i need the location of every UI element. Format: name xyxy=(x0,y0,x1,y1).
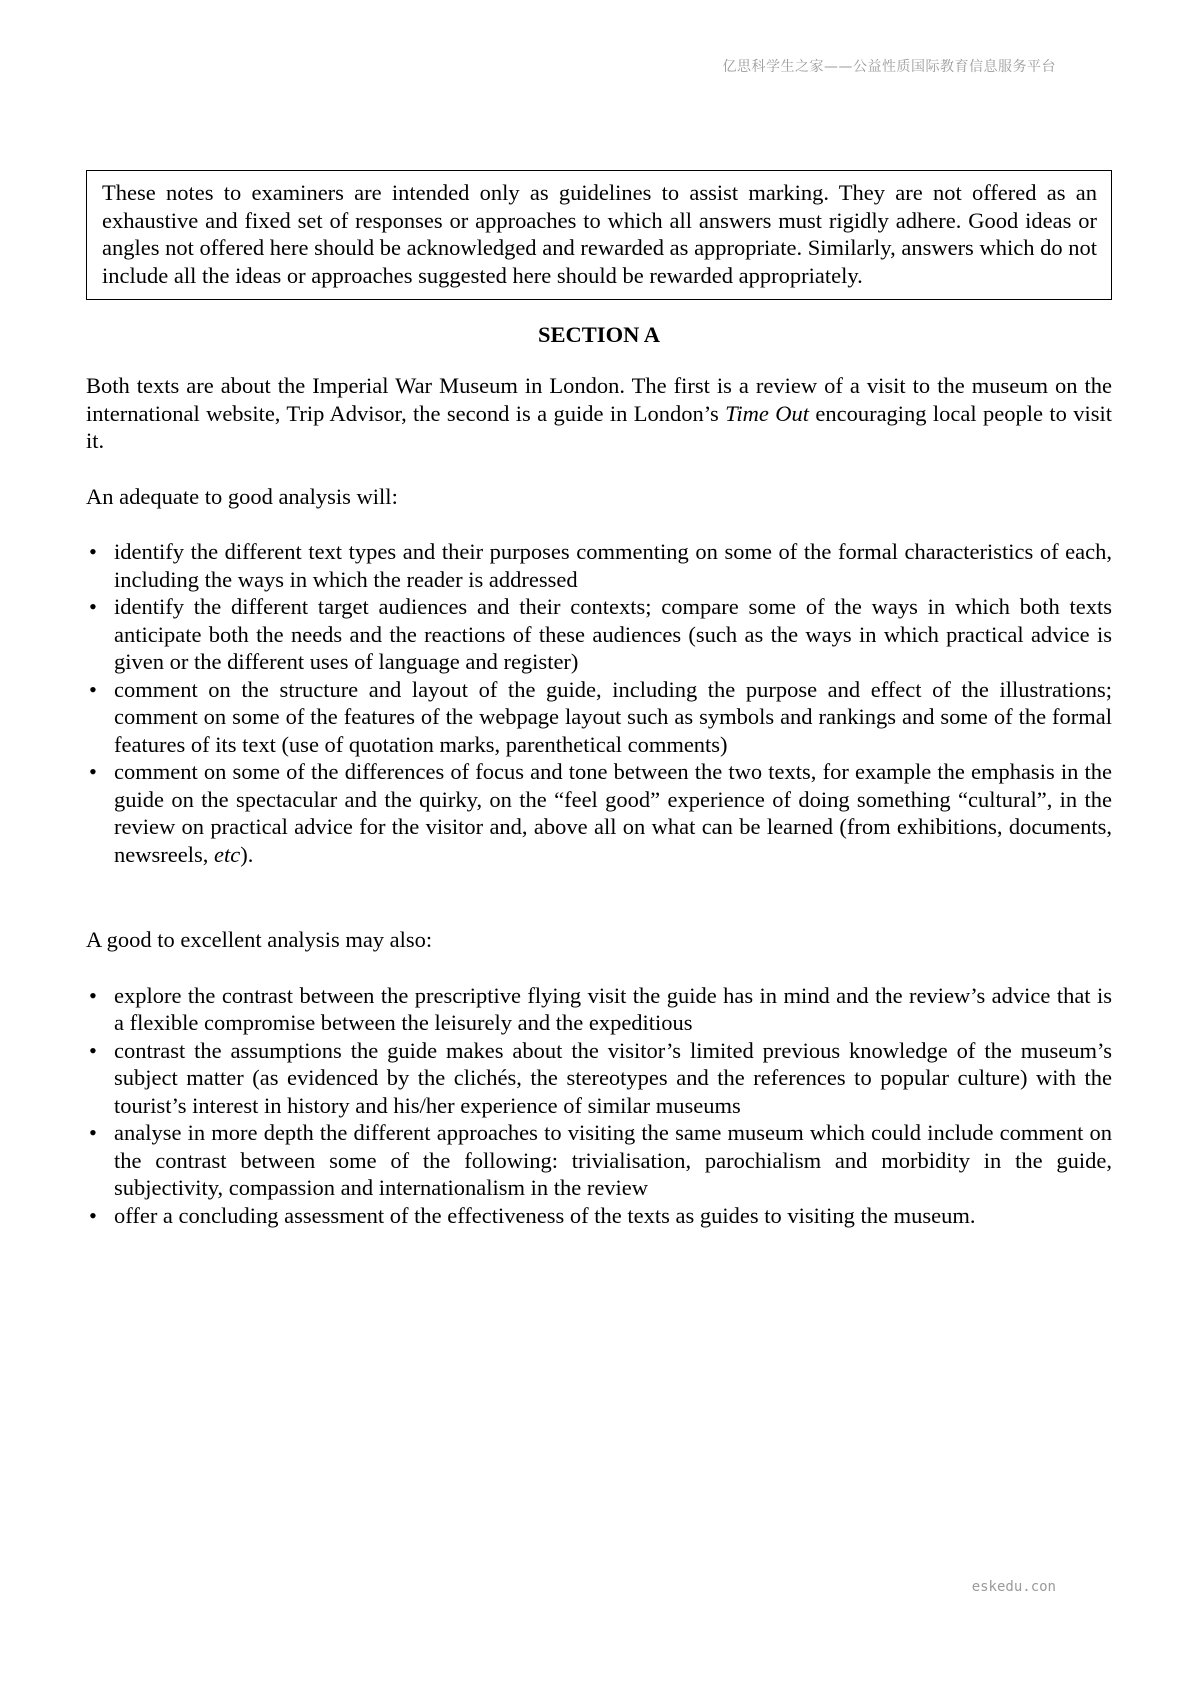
list-item xyxy=(86,758,1112,868)
list-item-text-end: ). xyxy=(240,841,254,867)
list-item xyxy=(86,676,1112,759)
list-item xyxy=(86,593,1112,676)
examiner-notice-box xyxy=(86,170,1112,300)
list-item-text: offer a concluding assessment of the effectiveness of the texts as guides to visiting the museum. xyxy=(114,1202,976,1228)
excellent-analysis-lead: A good to excellent analysis may also: xyxy=(86,927,433,952)
list-item-text: contrast the assumptions the guide makes about the visitor’s limited previous knowledge of the museum’s subject matter (as evidenced by the clichés, the stereotypes and the references to popular culture) with the tourist’s interest in history and his/her experience of similar museums xyxy=(114,1037,1112,1118)
list-item xyxy=(86,538,1112,593)
intro-text-end: encouraging local people to visit it. xyxy=(86,400,1112,453)
intro-publication-title: Time Out xyxy=(725,400,809,426)
intro-paragraph xyxy=(86,372,1112,455)
bullet-icon: • xyxy=(89,1037,97,1063)
bullet-icon: • xyxy=(89,594,97,619)
list-item-text: comment on the structure and layout of the guide, including the purpose and effect of the illustrations; comment on some of the features of the webpage layout such as symbols and rankings and some of the formal features of its text (use of quotation marks, parenthetical comments) xyxy=(114,676,1112,757)
adequate-analysis-lead: An adequate to good analysis will: xyxy=(86,483,398,509)
bullet-icon: • xyxy=(89,1120,97,1145)
list-item-text-start: comment on some of the differences of focus and tone between the two texts, for example the emphasis in the guide on the spectacular and the quirky, on the “feel good” experience of doing something “cultural”, in the review on practical advice for the visitor and, above all on what can be learned (from exhibitions, documents, newsreels, xyxy=(114,759,1112,867)
bullet-icon: • xyxy=(89,676,97,702)
section-title: SECTION A xyxy=(538,322,660,347)
list-item-text: identify the different text types and their purposes commenting on some of the formal characteristics of each, including the ways in which the reader is addressed xyxy=(114,539,1112,592)
document-body xyxy=(86,170,1112,1229)
list-item-text: identify the different target audiences and their contexts; compare some of the ways in which both texts anticipate both the needs and the reactions of these audiences (such as the ways in which practical advice is given or the different uses of language and register) xyxy=(114,594,1112,674)
list-item xyxy=(86,1037,1112,1120)
bullet-icon: • xyxy=(89,759,97,784)
examiner-notice-text: These notes to examiners are intended only as guidelines to assist marking. They are not offered as an exhaustive and fixed set of responses or approaches to which all answers must rigidly adhere. Good ideas or angles not offered here should be acknowledged and rewarded as appropriate. Similarly, answers which do not include all the ideas or approaches suggested here should be rewarded appropriately. xyxy=(102,180,1097,288)
list-item xyxy=(86,1202,1112,1230)
bullet-icon: • xyxy=(89,982,97,1008)
adequate-analysis-list xyxy=(86,538,1112,868)
footer-site-url: eskedu.con xyxy=(971,1579,1056,1595)
list-item-text: explore the contrast between the prescriptive flying visit the guide has in mind and the review’s advice that is a flexible compromise between the leisurely and the expeditious xyxy=(114,982,1112,1035)
list-item-text: analyse in more depth the different approaches to visiting the same museum which could include comment on the contrast between some of the following: trivialisation, parochialism and morbidity in the guide, subjectivity, compassion and internationalism in the review xyxy=(114,1120,1112,1200)
bullet-icon: • xyxy=(89,1202,97,1228)
bullet-icon: • xyxy=(89,539,97,564)
list-item xyxy=(86,1119,1112,1202)
list-item-italic: etc xyxy=(213,841,241,867)
intro-text-start: Both texts are about the Imperial War Museum in London. The first is a review of a visit to the museum on the international website, Trip Advisor, the second is a guide in London’s xyxy=(86,373,1112,426)
excellent-analysis-list xyxy=(86,982,1112,1230)
header-site-note: 亿思科学生之家——公益性质国际教育信息服务平台 xyxy=(722,59,1056,75)
list-item xyxy=(86,982,1112,1037)
